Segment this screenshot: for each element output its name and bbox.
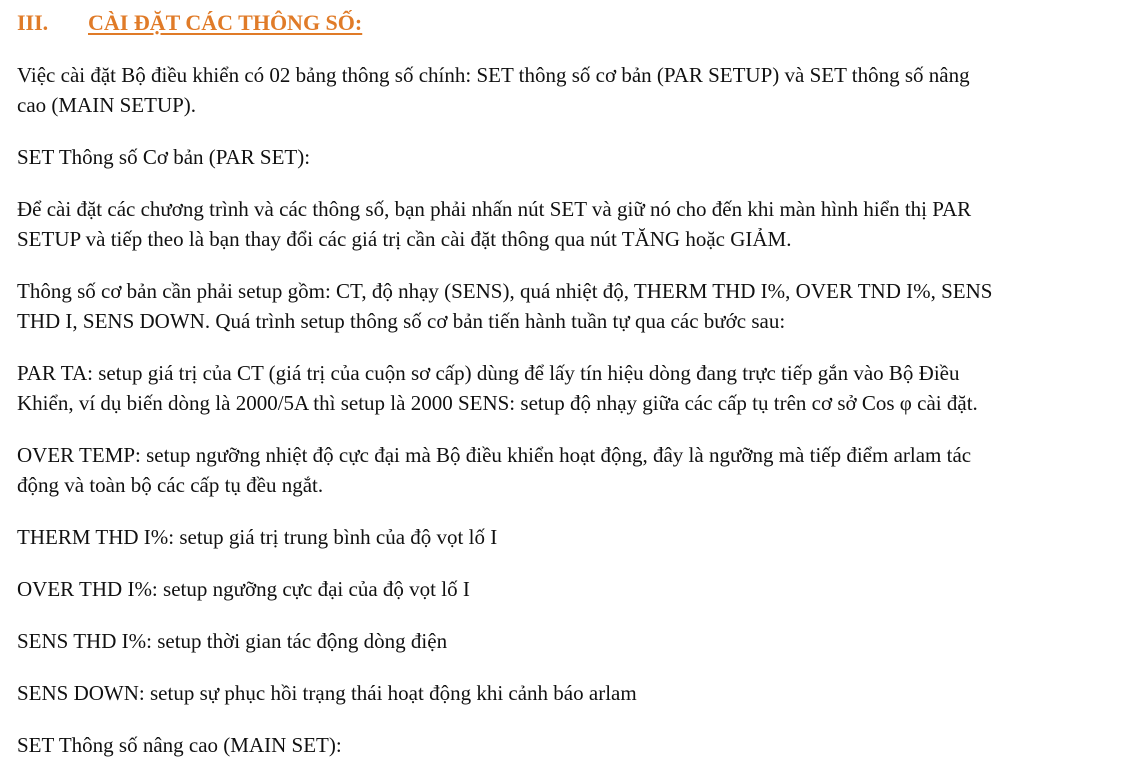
paragraph-line: Để cài đặt các chương trình và các thông số, bạn phải nhấn nút SET và giữ nó cho đến khi màn hình hiển thị PAR (17, 197, 972, 221)
section-title: CÀI ĐẶT CÁC THÔNG SỐ: (88, 10, 363, 35)
paragraph-line: SETUP và tiếp theo là bạn thay đổi các giá trị cần cài đặt thông qua nút TĂNG hoặc GIẢM. (17, 227, 792, 251)
paragraph-line: OVER TEMP: setup ngưỡng nhiệt độ cực đại mà Bộ điều khiển hoạt động, đây là ngưỡng mà tiếp điểm arlam tác (17, 443, 972, 467)
paragraph-line: SET Thông số nâng cao (MAIN SET): (17, 733, 342, 757)
paragraph-therm-thd (17, 522, 1129, 552)
paragraph-line: SET Thông số Cơ bản (PAR SET): (17, 145, 311, 169)
paragraph-basic-params (17, 276, 1129, 336)
section-number: III. (17, 10, 49, 35)
paragraph-set-instructions (17, 194, 1129, 254)
section-heading (17, 8, 1129, 38)
paragraph-line: THD I, SENS DOWN. Quá trình setup thông số cơ bản tiến hành tuần tự qua các bước sau: (17, 309, 786, 333)
paragraph-line: Khiển, ví dụ biến dòng là 2000/5A thì setup là 2000 SENS: setup độ nhạy giữa các cấp tụ trên cơ sở Cos φ cài đặt. (17, 391, 978, 415)
paragraph-sens-thd (17, 626, 1129, 656)
paragraph-par-ta (17, 358, 1129, 418)
paragraph-line: SENS DOWN: setup sự phục hồi trạng thái hoạt động khi cảnh báo arlam (17, 681, 637, 705)
paragraph-line: PAR TA: setup giá trị của CT (giá trị của cuộn sơ cấp) dùng để lấy tín hiệu dòng đang trực tiếp gắn vào Bộ Điều (17, 361, 960, 385)
paragraph-par-set-title (17, 142, 1129, 172)
paragraph-sens-down (17, 678, 1129, 708)
paragraph-line: Việc cài đặt Bộ điều khiển có 02 bảng thông số chính: SET thông số cơ bản (PAR SETUP) và SET thông số nâng (17, 63, 970, 87)
paragraph-line: OVER THD I%: setup ngưỡng cực đại của độ vọt lố I (17, 577, 470, 601)
paragraph-line: THERM THD I%: setup giá trị trung bình của độ vọt lố I (17, 525, 498, 549)
paragraph-over-thd (17, 574, 1129, 604)
paragraph-over-temp (17, 440, 1129, 500)
paragraph-line: Thông số cơ bản cần phải setup gồm: CT, độ nhạy (SENS), quá nhiệt độ, THERM THD I%, OVER TND I%, SENS (17, 279, 993, 303)
paragraph-main-set-title (17, 730, 1129, 760)
paragraph-line: SENS THD I%: setup thời gian tác động dòng điện (17, 629, 448, 653)
paragraph-line: động và toàn bộ các cấp tụ đều ngắt. (17, 473, 324, 497)
paragraph-line: cao (MAIN SETUP). (17, 93, 197, 117)
paragraph-intro (17, 60, 1129, 120)
